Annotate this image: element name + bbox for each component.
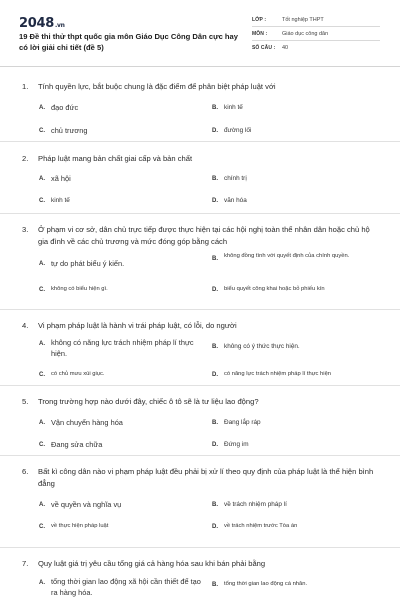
option-text: về quyền và nghĩa vụ — [51, 500, 122, 509]
option-d[interactable] — [212, 285, 325, 294]
option-letter: B. — [212, 501, 218, 508]
option-text: về trách nhiệm pháp lí — [224, 501, 287, 508]
meta-value: Giáo dục công dân — [282, 30, 329, 37]
option-text: không có năng lực trách nhiệm pháp lí thực hiện. — [51, 338, 194, 358]
option-letter: B. — [212, 256, 218, 262]
option-letter: B. — [212, 175, 218, 182]
option-b[interactable] — [212, 252, 377, 262]
option-letter: A. — [39, 501, 45, 508]
question-stem — [0, 67, 400, 93]
meta-label: MÔN : — [252, 30, 268, 37]
meta-count-row — [252, 41, 380, 55]
meta-value: 40 — [282, 45, 289, 51]
question-text: Bất kì công dân nào vi phạm pháp luật đều phải bị xử lí theo quy định của pháp luật là thể hiện bình đẳng — [38, 467, 374, 488]
question-stem — [0, 142, 400, 165]
option-letter: A. — [39, 419, 45, 426]
option-d[interactable] — [212, 370, 331, 379]
option-letter: D. — [212, 286, 218, 293]
option-letter: C. — [39, 441, 45, 448]
question-5 — [0, 386, 400, 456]
option-c[interactable] — [39, 439, 102, 450]
option-text: Đang sửa chữa — [51, 440, 103, 449]
question-text: Ở phạm vi cơ sở, dân chủ trực tiếp được thực hiện tại các hội nghị toàn thể nhân dân hoặc chủ hộ gia đình về các chủ trương và mức đóng góp bằng cách — [38, 225, 370, 246]
question-number: 1. — [22, 82, 29, 91]
question-number: 3. — [22, 225, 29, 234]
option-text: tự do phát biểu ý kiến. — [51, 259, 125, 268]
question-stem — [0, 386, 400, 408]
option-text: Đang lắp ráp — [224, 419, 261, 426]
question-text: Tính quyền lực, bắt buộc chung là đặc điểm để phân biệt pháp luật với — [38, 82, 276, 91]
option-a[interactable] — [39, 576, 204, 598]
option-text: không có biểu hiện gì. — [51, 286, 108, 292]
question-number: 4. — [22, 321, 29, 330]
question-2 — [0, 142, 400, 214]
option-b[interactable] — [212, 103, 243, 112]
option-letter: B. — [212, 581, 218, 588]
option-c[interactable] — [39, 285, 108, 294]
option-text: Vận chuyển hàng hóa — [51, 418, 123, 427]
option-letter: C. — [39, 197, 45, 204]
option-text: chủ trương — [51, 126, 88, 135]
option-text: kinh tế — [51, 197, 70, 204]
option-letter: D. — [212, 197, 218, 204]
option-a[interactable] — [39, 417, 123, 428]
option-letter: A. — [39, 260, 45, 267]
option-a[interactable] — [39, 173, 71, 184]
option-letter: C. — [39, 286, 45, 293]
site-logo[interactable] — [19, 16, 65, 31]
logo-main: 2048 — [19, 16, 54, 31]
option-text: xã hội — [51, 174, 71, 183]
question-1 — [0, 67, 400, 142]
option-d[interactable] — [212, 522, 297, 531]
option-letter: D. — [212, 523, 218, 530]
option-b[interactable] — [212, 174, 247, 183]
option-a[interactable] — [39, 499, 121, 510]
option-text: đạo đức — [51, 103, 79, 112]
option-letter: C. — [39, 523, 45, 530]
option-text: biểu quyết công khai hoặc bỏ phiếu kín — [224, 286, 325, 292]
option-text: có chủ mưu xúi giục. — [51, 371, 105, 377]
question-number: 5. — [22, 397, 29, 406]
question-text: Pháp luật mang bản chất giai cấp và bản chất — [38, 154, 193, 163]
meta-subject-row — [252, 27, 380, 41]
question-text: Quy luật giá trị yêu cầu tổng giá cả hàng hóa sau khi bán phải bằng — [38, 559, 266, 568]
exam-meta — [252, 13, 380, 55]
question-list — [0, 67, 400, 600]
option-a[interactable] — [39, 258, 124, 269]
option-letter: D. — [212, 441, 218, 448]
option-a[interactable] — [39, 337, 209, 359]
meta-class-row — [252, 13, 380, 27]
option-text: đường lối — [224, 127, 252, 134]
option-letter: B. — [212, 104, 218, 111]
option-letter: C. — [39, 127, 45, 134]
option-letter: A. — [39, 104, 45, 111]
option-c[interactable] — [39, 522, 108, 531]
option-b[interactable] — [212, 418, 261, 427]
option-text: về trách nhiệm trước Tòa án — [224, 523, 298, 529]
question-7 — [0, 548, 400, 600]
option-text: Đứng im — [224, 441, 249, 448]
meta-value: Tốt nghiệp THPT — [282, 16, 324, 23]
option-a[interactable] — [39, 102, 78, 113]
question-number: 2. — [22, 154, 29, 163]
option-letter: A. — [39, 175, 45, 182]
option-text: không đồng tình với quyết định của chính quyền. — [224, 253, 350, 259]
option-b[interactable] — [212, 500, 287, 509]
option-d[interactable] — [212, 126, 251, 135]
question-stem — [0, 548, 400, 570]
option-letter: B. — [212, 419, 218, 426]
logo-sub: .vn — [54, 22, 65, 29]
option-text: có năng lực trách nhiệm pháp lí thực hiện — [224, 371, 332, 377]
meta-label: LỚP : — [252, 16, 267, 23]
option-b[interactable] — [212, 342, 300, 351]
option-text: kinh tế — [224, 104, 243, 111]
question-number: 7. — [22, 559, 29, 568]
option-d[interactable] — [212, 196, 247, 205]
question-stem — [0, 310, 400, 332]
option-letter: D. — [212, 371, 218, 378]
option-letter: C. — [39, 371, 45, 378]
page-header — [0, 0, 400, 65]
question-text: Trong trường hợp nào dưới đây, chiếc ô tô sẽ là tư liệu lao động? — [38, 397, 259, 406]
question-4 — [0, 310, 400, 386]
option-c[interactable] — [39, 196, 70, 205]
document-title: 19 Đề thi thử thpt quốc gia môn Giáo Dục Công Dân cực hay có lời giải chi tiết (đề 5) — [19, 32, 238, 52]
option-letter: A. — [39, 580, 45, 586]
question-6 — [0, 456, 400, 548]
option-c[interactable] — [39, 125, 88, 136]
option-letter: D. — [212, 127, 218, 134]
option-text: tổng thời gian lao động cá nhân. — [224, 581, 308, 587]
option-text: chính trị — [224, 175, 247, 182]
option-c[interactable] — [39, 370, 105, 379]
option-letter: B. — [212, 343, 218, 350]
option-text: về thực hiện pháp luật — [51, 523, 109, 529]
question-number: 6. — [22, 467, 29, 476]
question-stem — [0, 214, 400, 248]
option-d[interactable] — [212, 440, 249, 449]
option-b[interactable] — [212, 580, 307, 589]
option-text: văn hóa — [224, 197, 247, 204]
option-text: không có ý thức thực hiện. — [224, 343, 300, 350]
question-3 — [0, 214, 400, 310]
meta-label: SỐ CÂU : — [252, 45, 276, 51]
question-text: Vi phạm pháp luật là hành vi trái pháp luật, có lỗi, do người — [38, 321, 237, 330]
option-text: tổng thời gian lao động xã hội cần thiết để tạo ra hàng hóa. — [51, 577, 201, 597]
option-letter: A. — [39, 341, 45, 347]
question-stem — [0, 456, 400, 490]
